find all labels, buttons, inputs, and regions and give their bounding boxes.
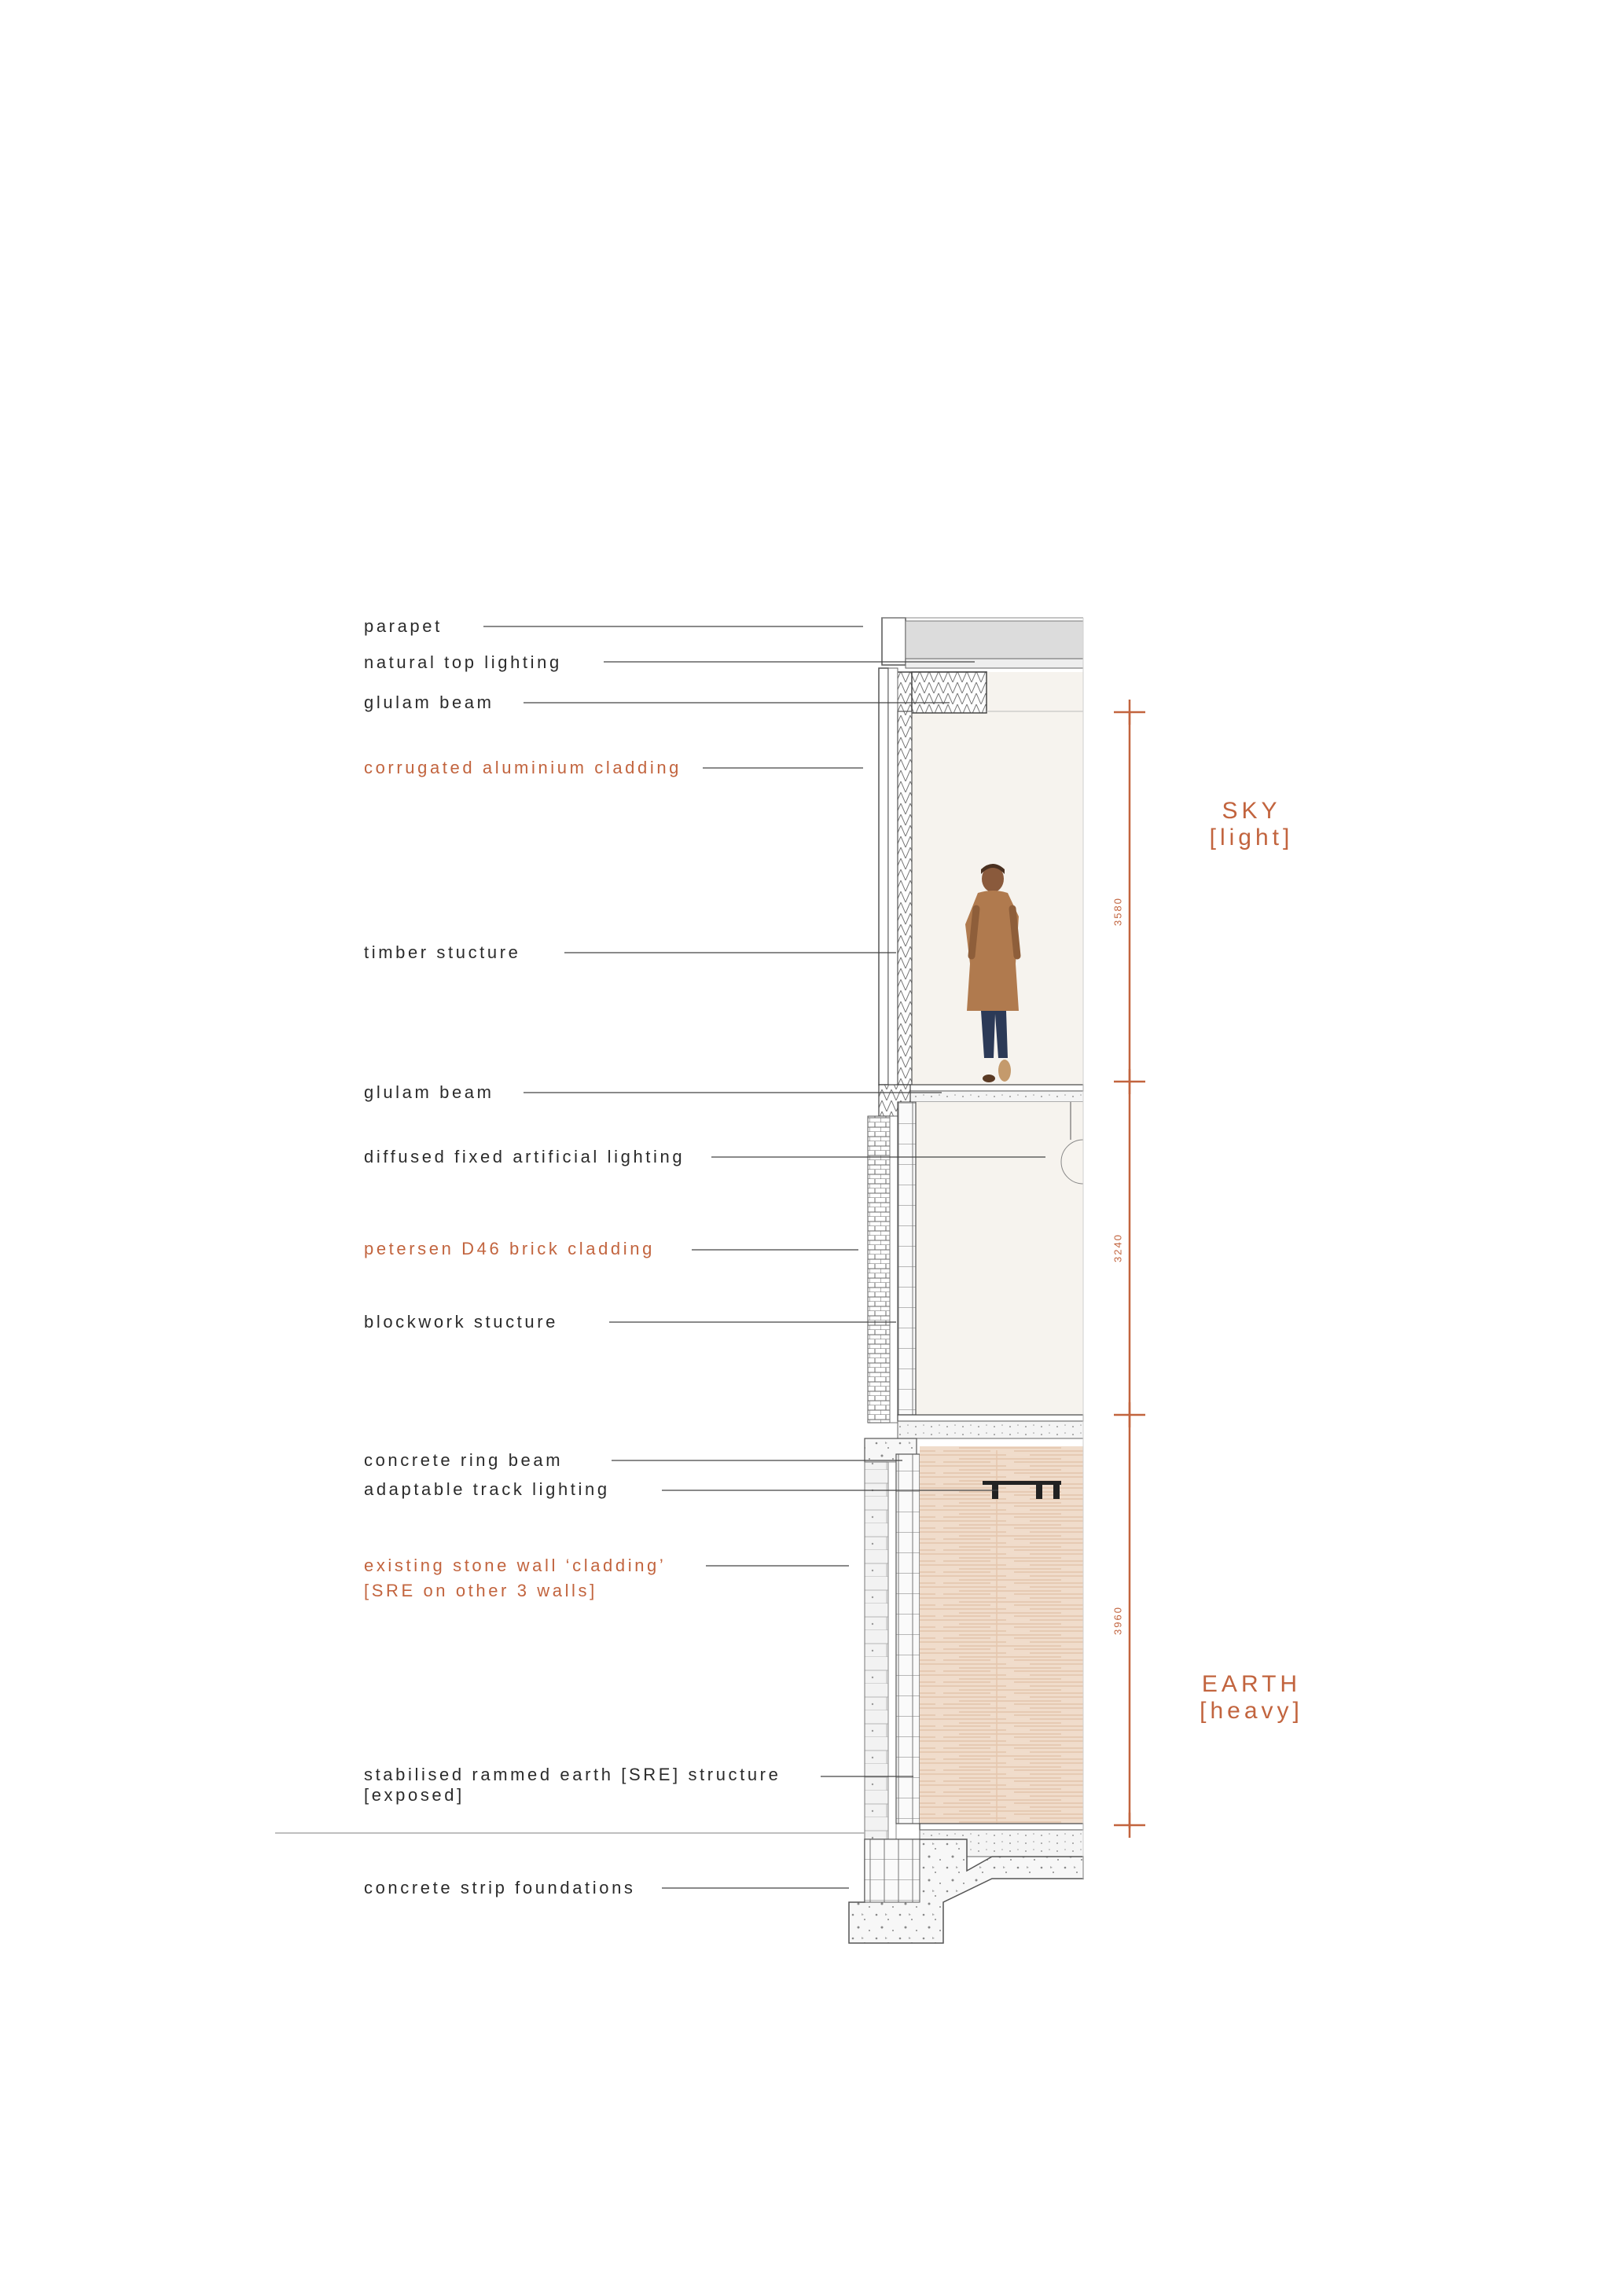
foundation-blockwork <box>865 1839 920 1902</box>
rammed-earth-elevation <box>920 1446 1083 1824</box>
label-glulam-beam-mid: glulam beam <box>364 1082 494 1102</box>
label-natural-top-lighting: natural top lighting <box>364 652 562 672</box>
label-timber-structure: timber stucture <box>364 942 521 962</box>
blockwork-wall <box>898 1102 916 1415</box>
middle-room-space <box>916 1102 1083 1415</box>
mid-floor-finish <box>898 1415 1083 1421</box>
label-stone-wall-line2: [SRE on other 3 walls] <box>364 1581 597 1600</box>
stone-wall-cavity <box>888 1462 896 1839</box>
dimension-middle: 3240 <box>1111 1233 1124 1262</box>
zone-sky-title: SKY <box>1222 798 1281 824</box>
label-glulam-beam-top: glulam beam <box>364 692 494 712</box>
label-rammed-earth-line2: [exposed] <box>364 1785 465 1805</box>
label-rammed-earth-line1: stabilised rammed earth [SRE] structure <box>364 1765 781 1784</box>
brick-cladding-section <box>868 1116 890 1423</box>
dimension-lower: 3960 <box>1111 1606 1124 1635</box>
lighting-track <box>983 1481 1061 1485</box>
parapet-cap <box>882 618 906 665</box>
label-diffused-lighting: diffused fixed artificial lighting <box>364 1147 685 1166</box>
label-brick-cladding: petersen D46 brick cladding <box>364 1239 655 1258</box>
track-spotlight <box>992 1485 998 1499</box>
stone-wall-section <box>865 1462 888 1839</box>
glulam-beam-section <box>912 672 987 713</box>
dimension-upper: 3580 <box>1111 897 1124 926</box>
track-spotlight <box>1053 1485 1060 1499</box>
rooflight-glazing <box>906 659 1083 668</box>
label-strip-foundations: concrete strip foundations <box>364 1878 636 1897</box>
timber-stud-wall <box>898 711 912 1085</box>
zone-sky <box>1157 798 1346 851</box>
ground-floor-finish <box>920 1824 1083 1830</box>
zone-sky-subtitle: [light] <box>1209 825 1294 850</box>
roof-upstand <box>906 621 1083 659</box>
mid-floor-slab <box>898 1421 1083 1438</box>
zone-earth-title: EARTH <box>1201 1671 1302 1697</box>
zone-earth-subtitle: [heavy] <box>1200 1698 1303 1724</box>
label-parapet: parapet <box>364 616 443 636</box>
zone-earth <box>1157 1671 1346 1725</box>
track-spotlight <box>1036 1485 1042 1499</box>
sre-wall-section <box>896 1454 920 1824</box>
label-ring-beam: concrete ring beam <box>364 1450 564 1470</box>
cladding-battens <box>888 668 898 1085</box>
timber-floor-finish <box>896 1085 1083 1091</box>
cavity <box>890 1116 898 1423</box>
corrugated-cladding-section <box>879 668 888 1085</box>
upper-level <box>879 618 1083 1116</box>
lower-level <box>275 1438 1083 1943</box>
label-corrugated-cladding: corrugated aluminium cladding <box>364 758 682 777</box>
label-stone-wall-line1: existing stone wall ‘cladding’ <box>364 1556 667 1575</box>
label-track-lighting: adaptable track lighting <box>364 1479 610 1499</box>
label-blockwork: blockwork stucture <box>364 1312 558 1332</box>
middle-level <box>868 1102 1083 1438</box>
